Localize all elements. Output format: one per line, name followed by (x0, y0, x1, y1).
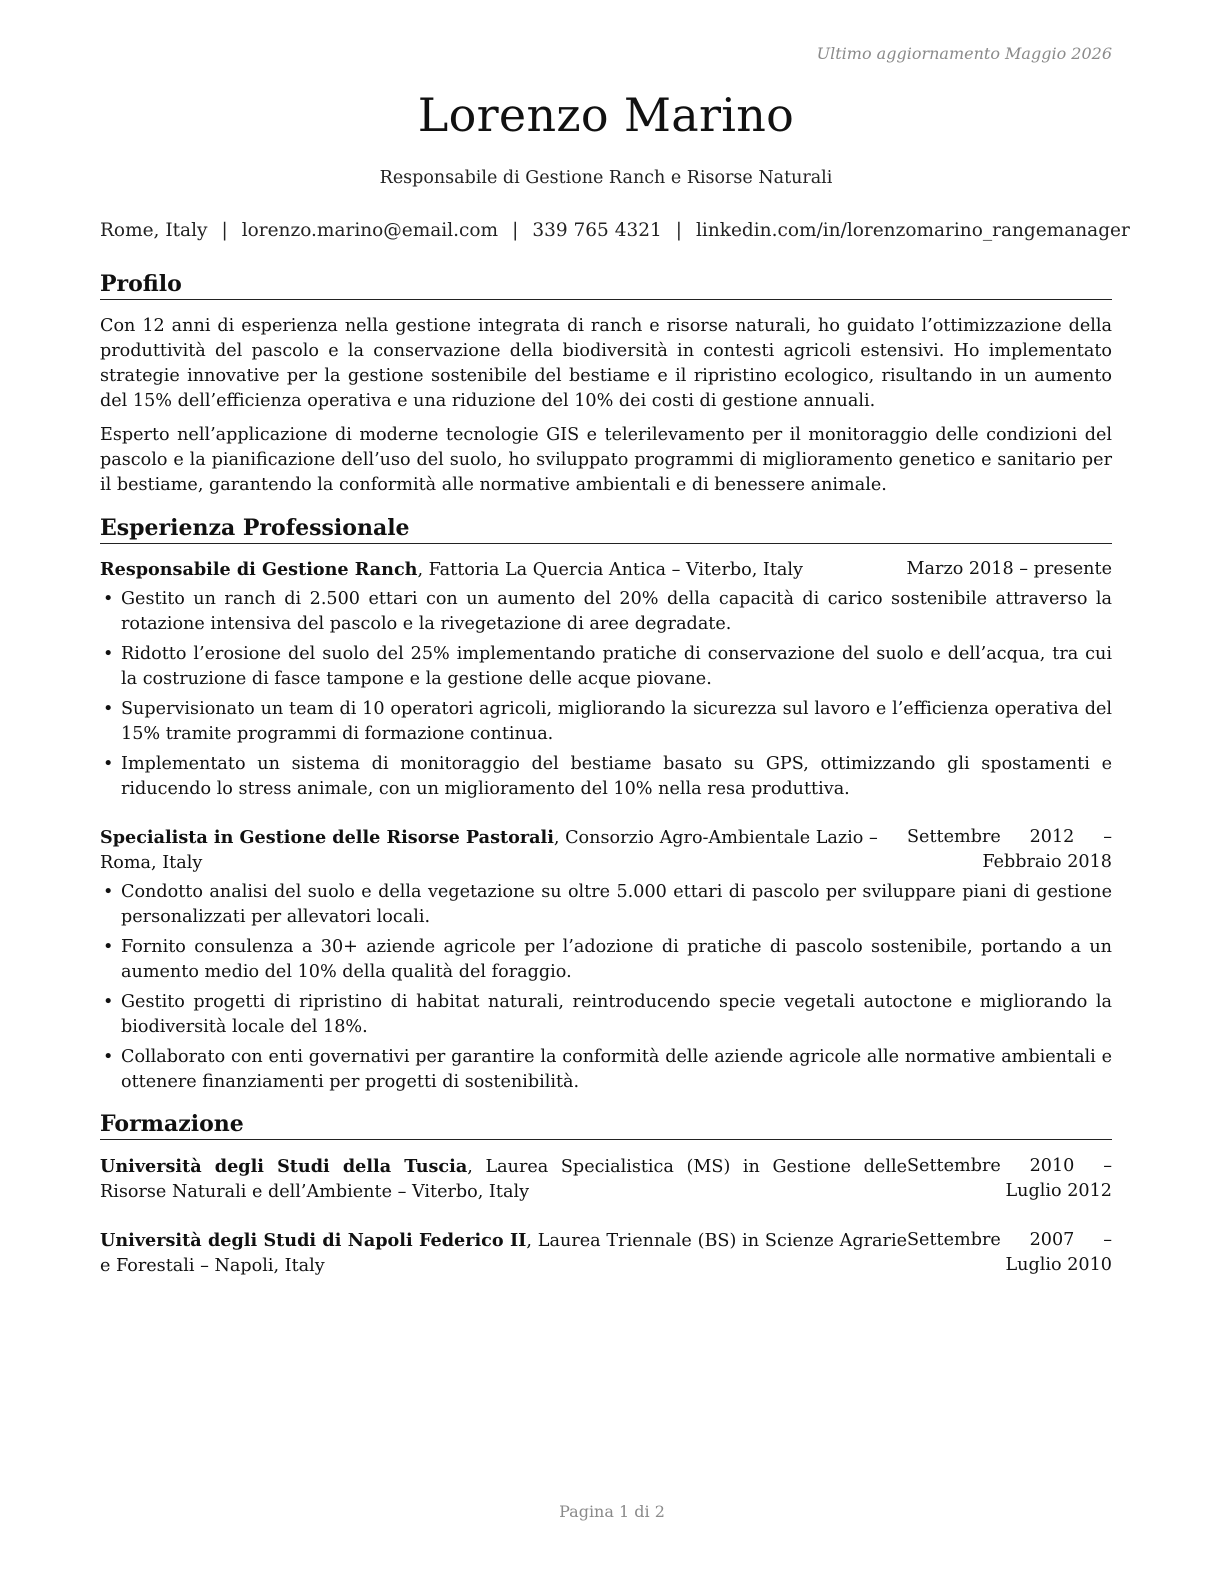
profile-paragraph: Esperto nell’applicazione di moderne tecnologie GIS e telerilevamento per il monitoraggio delle condizioni del pascolo e la pianificazione dell’uso del suolo, ho sviluppato programmi di miglioramento genetico e sanitario per il bestiame, garantendo la conformità alle normative ambientali e di benessere animale. (100, 425, 1112, 495)
section-title-profile: Profilo (100, 270, 1112, 300)
contact-email[interactable]: lorenzo.marino@email.com (241, 220, 499, 241)
education-school: Università degli Studi di Napoli Federico II (100, 1230, 527, 1251)
bullet-icon: • (103, 699, 114, 719)
contact-separator: | (675, 220, 683, 241)
education-dates: Settembre 2007 – Luglio 2010 (907, 1230, 1112, 1275)
contact-separator: | (221, 220, 228, 241)
list-item: • Implementato un sistema di monitoraggio del bestiame basato su GPS, ottimizzando gli spostamenti e riducendo lo stress animale, con un miglioramento del 10% nella resa produttiva. (103, 754, 1112, 799)
bullet-icon: • (103, 992, 114, 1012)
job-header (100, 557, 1112, 583)
job-dates: Marzo 2018 – presente (906, 559, 1112, 579)
education-degree: , Laurea Specialistica (MS) in Gestione delle Risorse Naturali e dell’Ambiente – Viterbo, Italy (100, 1157, 907, 1202)
candidate-role: Responsabile di Gestione Ranch e Risorse Naturali (379, 168, 833, 188)
job-org: , Consorzio Agro-Ambientale Lazio – Roma, Italy (100, 828, 878, 873)
list-item: • Fornito consulenza a 30+ aziende agricole per l’adozione di pratiche di pascolo sostenibile, portando a un aumento medio del 10% della qualità del foraggio. (103, 937, 1112, 982)
list-item: • Collaborato con enti governativi per garantire la conformità delle aziende agricole alle normative ambientali e ottenere finanziamenti per progetti di sostenibilità. (103, 1047, 1112, 1092)
section-title-experience: Esperienza Professionale (100, 514, 1112, 544)
list-item: • Ridotto l’erosione del suolo del 25% implementando pratiche di conservazione del suolo e dell’acqua, tra cui la costruzione di fasce tampone e la gestione delle acque piovane. (103, 644, 1112, 689)
profile-paragraph: Con 12 anni di esperienza nella gestione integrata di ranch e risorse naturali, ho guidato l’ottimizzazione della produttività del pascolo e la conservazione della biodiversità in contesti agricoli estensivi. Ho implementato strategie innovative per la gestione sostenibile del bestiame e il ripristino ecologico, risultando in un aumento del 15% dell’efficienza operativa e una riduzione del 10% dei costi di gestione annuali. (100, 316, 1112, 411)
bullet-icon: • (103, 644, 114, 664)
contact-line (100, 220, 1130, 241)
page-number: Pagina 1 di 2 (559, 1502, 665, 1521)
last-updated: Ultimo aggiornamento Maggio 2026 (816, 44, 1112, 63)
education-dates: Settembre 2010 – Luglio 2012 (907, 1156, 1112, 1201)
contact-location: Rome, Italy (100, 220, 208, 241)
job-role: Responsabile di Gestione Ranch (100, 559, 418, 580)
education-entry (100, 1228, 1112, 1279)
bullet-icon: • (103, 1047, 114, 1067)
candidate-name: Lorenzo Marino (417, 88, 795, 142)
job-org: , Fattoria La Quercia Antica – Viterbo, Italy (417, 560, 803, 580)
job-bullets (100, 880, 1112, 1100)
job-bullets (100, 587, 1112, 807)
bullet-icon: • (103, 754, 114, 774)
section-title-education: Formazione (100, 1110, 1112, 1140)
list-item: • Condotto analisi del suolo e della vegetazione su oltre 5.000 ettari di pascolo per sviluppare piani di gestione personalizzati per allevatori locali. (103, 882, 1112, 927)
list-item: • Gestito progetti di ripristino di habitat naturali, reintroducendo specie vegetali autoctone e migliorando la biodiversità locale del 18%. (103, 992, 1112, 1037)
education-entry (100, 1154, 1112, 1205)
job-header (100, 825, 1112, 876)
job-dates: Settembre 2012 – Febbraio 2018 (907, 827, 1112, 872)
contact-linkedin[interactable]: linkedin.com/in/lorenzomarino_rangemanager (696, 220, 1130, 241)
list-item: • Gestito un ranch di 2.500 ettari con un aumento del 20% della capacità di carico sostenibile attraverso la rotazione intensiva del pascolo e la rivegetazione di aree degradate. (103, 589, 1112, 634)
contact-separator: | (512, 220, 519, 241)
education-school: Università degli Studi della Tuscia (100, 1156, 468, 1177)
contact-phone: 339 765 4321 (532, 220, 662, 241)
bullet-icon: • (103, 589, 114, 609)
bullet-icon: • (103, 882, 114, 902)
job-role: Specialista in Gestione delle Risorse Pastorali (100, 827, 554, 848)
list-item: • Supervisionato un team di 10 operatori agricoli, migliorando la sicurezza sul lavoro e l’efficienza operativa del 15% tramite programmi di formazione continua. (103, 699, 1112, 744)
education-degree: , Laurea Triennale (BS) in Scienze Agrarie e Forestali – Napoli, Italy (100, 1231, 907, 1276)
bullet-icon: • (103, 937, 114, 957)
